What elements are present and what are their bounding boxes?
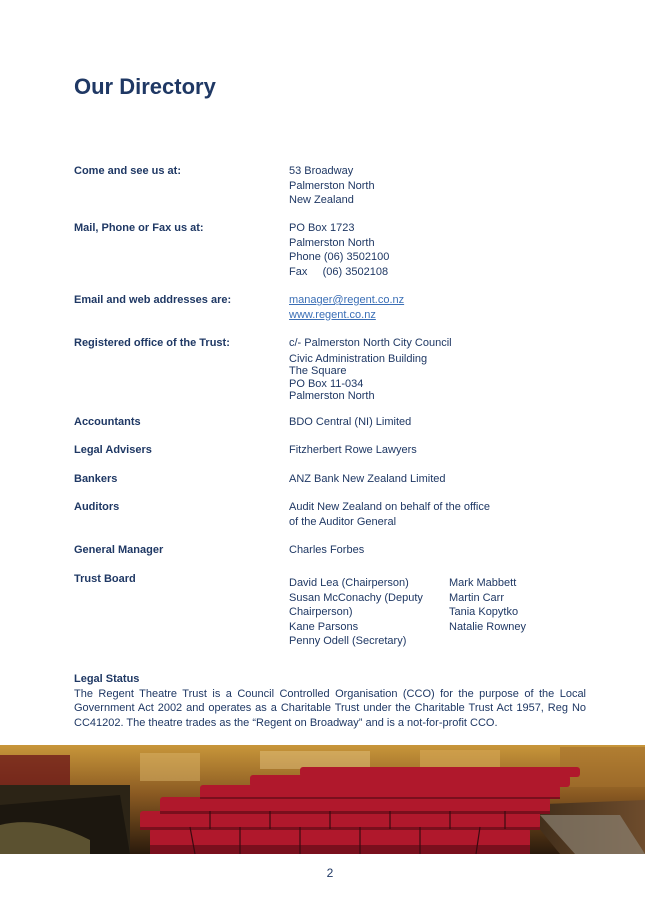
legal-status-title: Legal Status — [74, 673, 140, 685]
theatre-seats-image — [0, 745, 645, 854]
visit-label: Come and see us at: — [74, 165, 181, 177]
bankers-value: ANZ Bank New Zealand Limited — [289, 473, 446, 485]
fax-line: Fax (06) 3502108 — [289, 265, 389, 278]
accountants-value: BDO Central (NI) Limited — [289, 416, 412, 428]
office-line: c/- Palmerston North City Council — [289, 337, 452, 349]
bankers-label: Bankers — [74, 473, 118, 485]
trust-board-column-2 — [449, 576, 526, 634]
board-member: Martin Carr — [449, 591, 505, 604]
auditors-line: Audit New Zealand on behalf of the office — [289, 501, 490, 513]
general-manager-label: General Manager — [74, 544, 164, 556]
office-line: Civic Administration Building — [289, 352, 428, 365]
board-member: David Lea (Chairperson) — [289, 577, 409, 589]
mail-line: PO Box 1723 — [289, 222, 355, 234]
auditors-line: of the Auditor General — [289, 515, 397, 528]
email-details — [289, 293, 599, 322]
address-line: New Zealand — [289, 194, 354, 206]
accountants-label: Accountants — [74, 416, 141, 428]
legal-status-text: The Regent Theatre Trust is a Council Controlled Organisation (CCO) for the purpose of the Local Government Act 2002 and operates as a Charitable Trust under the Charitable Trust Act 1957, Reg No CC41202. The theatre trades as the “Regent on Broadway” and is a not-for-profit CCO. — [74, 687, 586, 729]
board-member: Kane Parsons — [289, 620, 359, 633]
board-member: Susan McConachy (Deputy — [289, 591, 423, 604]
board-member: Penny Odell (Secretary) — [289, 635, 407, 647]
office-line: PO Box 11-034 — [289, 377, 364, 390]
trust-board-column-1 — [289, 576, 423, 649]
mail-label: Mail, Phone or Fax us at: — [74, 222, 204, 234]
page-number: 2 — [326, 866, 334, 880]
trust-board-row — [74, 572, 594, 652]
email-label: Email and web addresses are: — [74, 294, 232, 306]
office-label: Registered office of the Trust: — [74, 337, 230, 349]
legal-advisers-value: Fitzherbert Rowe Lawyers — [289, 444, 417, 456]
board-member: Tania Kopytko — [449, 606, 519, 618]
office-line: The Square — [289, 365, 347, 377]
page-title: Our Directory — [74, 74, 216, 99]
phone-line: Phone (06) 3502100 — [289, 251, 390, 263]
auditors-value — [289, 500, 599, 529]
legal-status-section — [74, 672, 586, 730]
board-member: Natalie Rowney — [449, 620, 527, 633]
mail-details — [289, 221, 599, 279]
board-member: Mark Mabbett — [449, 577, 517, 589]
website-link[interactable]: www.regent.co.nz — [289, 308, 376, 321]
board-member: Chairperson) — [289, 606, 353, 618]
mail-line: Palmerston North — [289, 236, 375, 249]
email-link[interactable]: manager@regent.co.nz — [289, 294, 405, 306]
address-line: 53 Broadway — [289, 165, 354, 177]
legal-advisers-label: Legal Advisers — [74, 444, 152, 456]
general-manager-value: Charles Forbes — [289, 544, 365, 556]
office-line: Palmerston North — [289, 390, 375, 402]
visit-address — [289, 164, 599, 208]
trust-board-label: Trust Board — [74, 573, 136, 585]
office-address — [289, 336, 599, 404]
auditors-label: Auditors — [74, 501, 120, 513]
address-line: Palmerston North — [289, 179, 375, 192]
